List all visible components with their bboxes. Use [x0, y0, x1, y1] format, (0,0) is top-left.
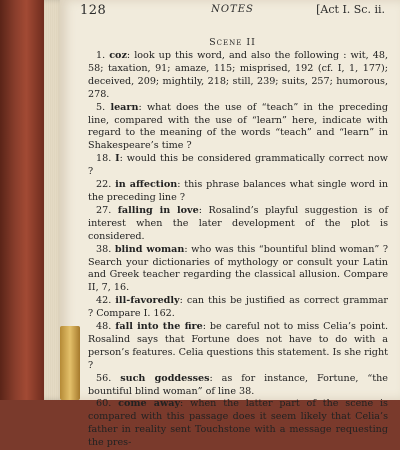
note-text: : this phrase balances what single word in the preceding line ?: [88, 179, 388, 203]
note-term: learn: [110, 101, 139, 113]
note-number: 38.: [96, 243, 112, 255]
note-number: 48.: [96, 321, 112, 333]
note-item: [88, 321, 388, 373]
note-text: : would this be considered grammatically correct now ?: [88, 153, 388, 178]
note-text: : who was this “bountiful blind woman” ? Search your dictionaries of mythology or consult your Latin and Greek teacher regarding the classical allusion. Compare II, 7, 16.: [88, 243, 388, 294]
note-text: : be careful not to miss Celia’s point. Rosalind says that Fortune does not have to do with a person’s features. Celia questions this statement. Is she right ?: [88, 321, 388, 371]
note-item: [88, 179, 388, 205]
note-text: : when the latter part of the scene is compared with this passage does it seem likely that Celia’s father in reality sent Touchstone with a message requesting the pres-: [88, 398, 388, 449]
header-section: [Act I. Sc. ii.: [316, 3, 385, 16]
note-item: [88, 398, 388, 450]
note-number: 1.: [96, 50, 106, 61]
book-spine: [0, 0, 44, 400]
note-number: 42.: [96, 295, 112, 307]
note-item: [88, 295, 388, 321]
scene-heading: Scene II: [209, 37, 256, 48]
note-term: such goddesses: [120, 372, 210, 384]
note-term: come away: [118, 398, 181, 410]
note-text: : what does the use of “teach” in the preceding line, compared with the use of “learn” here, indicate with regard to the meaning of the words “teach” and “learn” in Shakespeare’s time ?: [88, 101, 388, 152]
note-item: [88, 205, 388, 244]
page-number: 128: [80, 3, 107, 18]
note-text: : as for instance, Fortune, “the bountiful blind woman” of line 38.: [88, 372, 388, 397]
note-number: 22.: [96, 179, 112, 191]
note-item: [88, 153, 388, 179]
note-number: 60.: [96, 398, 112, 410]
note-number: 56.: [96, 372, 112, 384]
running-header: [80, 3, 385, 19]
note-number: 27.: [96, 204, 112, 216]
note-number: 5.: [96, 101, 106, 113]
bookmark-tab: [60, 326, 80, 400]
note-term: I: [115, 153, 120, 165]
note-item: [88, 244, 388, 296]
note-term: falling in love: [117, 204, 199, 216]
note-item: [88, 102, 388, 154]
note-text: : Rosalind’s playful suggestion is of interest when the later development of the plot is considered.: [88, 204, 388, 242]
note-number: 18.: [96, 153, 112, 165]
note-term: coz: [109, 50, 127, 61]
notes-body: [88, 50, 388, 450]
note-term: fall into the fire: [115, 321, 203, 333]
note-item: [88, 50, 388, 102]
note-term: ill-favoredly: [115, 295, 180, 307]
note-term: in affection: [115, 179, 178, 191]
note-term: blind woman: [114, 243, 185, 255]
header-title: NOTES: [211, 4, 254, 15]
note-text: : look up this word, and also the following : wit, 48, 58; taxation, 91; amaze, 115; misprised, 192 (cf. I, 1, 177); deceived, 209; mightily, 218; still, 239; suits, 257; humorous, 278.: [88, 50, 388, 100]
note-text: : can this be justified as correct grammar ? Compare I. 162.: [88, 295, 388, 320]
note-item: [88, 373, 388, 399]
